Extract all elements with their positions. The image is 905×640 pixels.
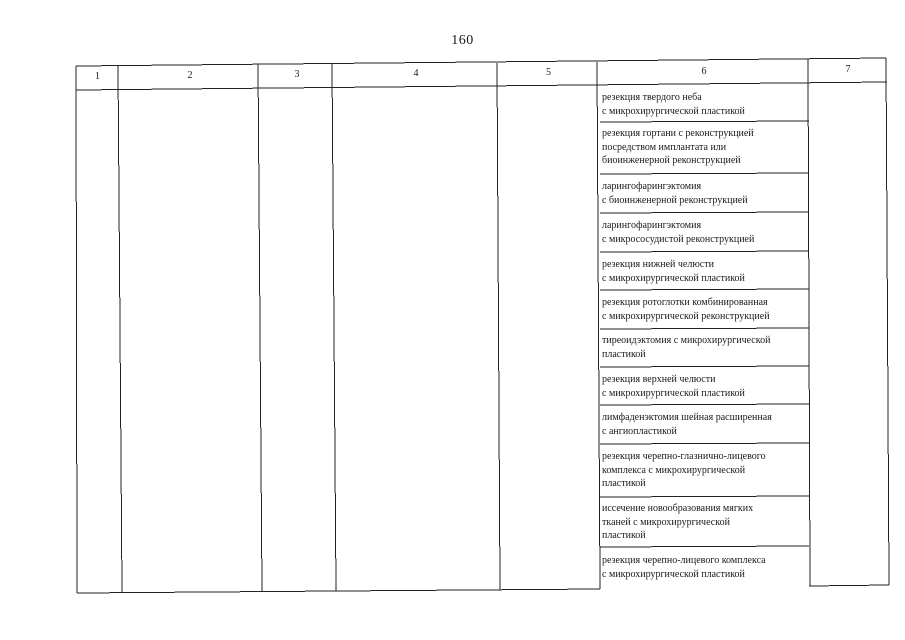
- table-cell-procedure: тиреоидэктомия с микрохирургической пластикой: [602, 335, 771, 360]
- table-cell-procedure: лимфаденэктомия шейная расширенная с ангиопластикой: [602, 412, 772, 437]
- table-cell-procedure: ларингофарингэктомия с биоинженерной реконструкцией: [602, 181, 748, 206]
- table-cell-procedure: резекция ротоглотки комбинированная с микрохирургической реконструкцией: [602, 297, 770, 322]
- column-header-5: 5: [546, 67, 551, 78]
- column-header-3: 3: [294, 69, 300, 80]
- table-cell-procedure: резекция черепно-лицевого комплекса с микрохирургической пластикой: [602, 555, 766, 580]
- table-cell-procedure: резекция нижней челюсти с микрохирургической пластикой: [602, 259, 745, 284]
- table-cell-procedure: резекция твердого неба с микрохирургической пластикой: [602, 92, 745, 117]
- table-cell-procedure: ларингофарингэктомия с микрососудистой реконструкцией: [602, 220, 755, 245]
- column-header-1: 1: [95, 71, 100, 82]
- table-cell-procedure: резекция верхней челюсти с микрохирургической пластикой: [602, 374, 745, 399]
- table-cell-procedure: резекция гортани с реконструкцией посредством имплантата или биоинженерной реконструкцией: [602, 128, 754, 167]
- column-header-7: 7: [845, 64, 851, 75]
- page-number: 160: [451, 33, 474, 48]
- column-header-2: 2: [187, 70, 193, 81]
- table-cell-procedure: иссечение новообразования мягких тканей с микрохирургической пластикой: [602, 503, 754, 542]
- column-header-6: 6: [701, 66, 707, 77]
- column-header-4: 4: [413, 68, 419, 79]
- table-cell-procedure: резекция черепно-глазнично-лицевого комплекса с микрохирургической пластикой: [602, 451, 766, 490]
